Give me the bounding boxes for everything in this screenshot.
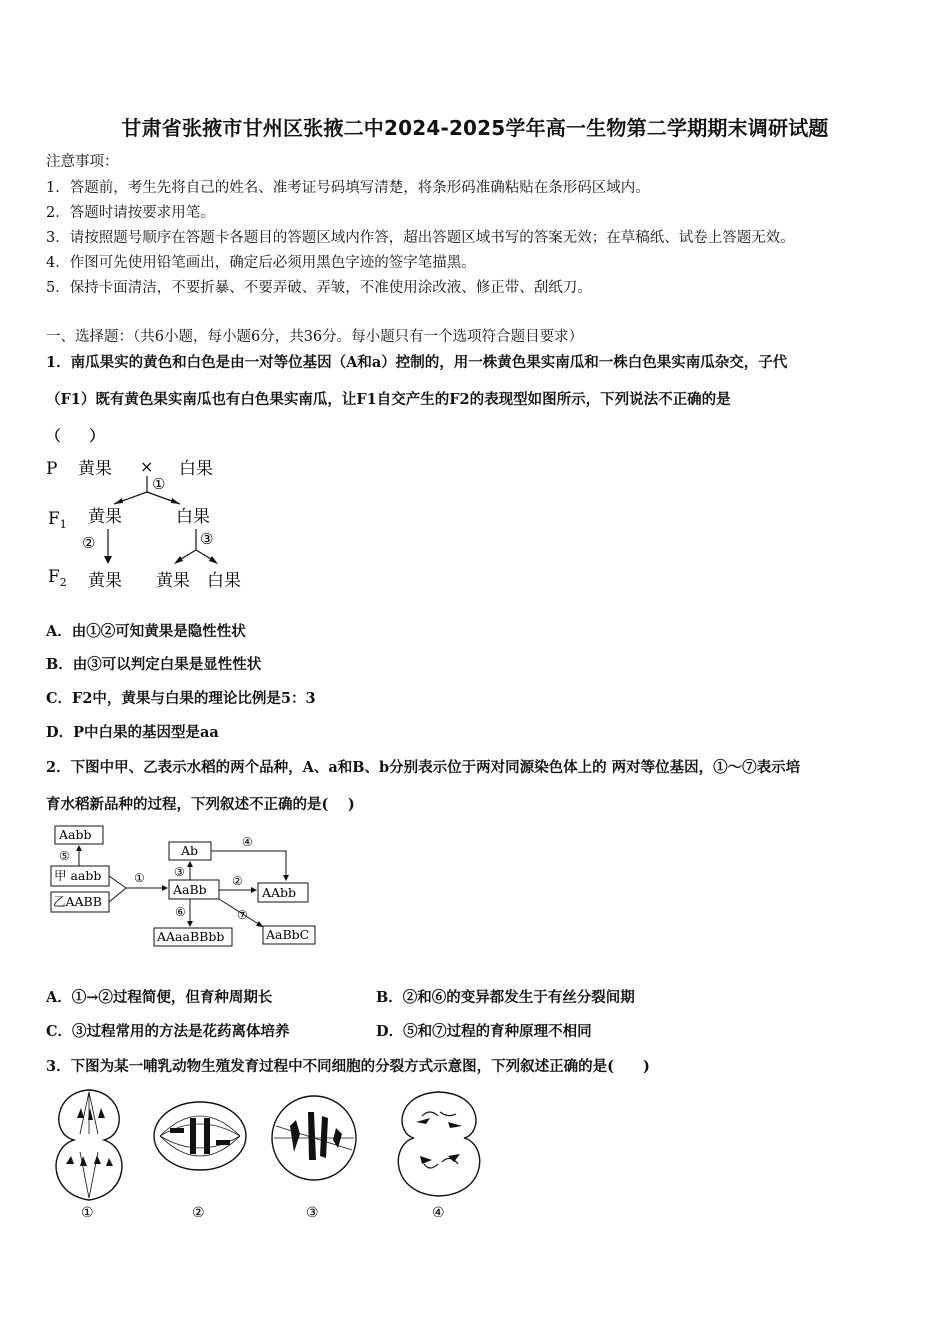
- step-4-label: ④: [242, 835, 253, 849]
- question-3-diagram: [44, 1082, 494, 1227]
- box-label: 甲 aabb: [54, 868, 102, 883]
- q2-option-a[interactable]: A．①→②过程简便，但育种周期长: [46, 989, 273, 1006]
- box-label: Ab: [181, 843, 199, 858]
- q2-option-d[interactable]: D．⑤和⑦过程的育种原理不相同: [376, 1023, 592, 1040]
- box-label: 乙AABB: [53, 894, 102, 909]
- q2-option-b[interactable]: B．②和⑥的变异都发生于有丝分裂间期: [376, 989, 635, 1006]
- f2-label: $F_2$: [48, 567, 67, 589]
- box-label: AAaaBBbb: [157, 929, 225, 944]
- cell-1: [56, 1090, 122, 1200]
- step-3-label: ③: [200, 530, 214, 548]
- arrow-head: [114, 498, 123, 504]
- cell-label: ③: [306, 1205, 319, 1221]
- box-label: Aabb: [59, 827, 92, 842]
- arrow-head: [104, 556, 112, 564]
- p-label: P: [46, 459, 58, 479]
- arrow-head: [162, 885, 168, 891]
- cell-2: [154, 1102, 246, 1170]
- cross-symbol: ×: [140, 457, 154, 476]
- arrow-head: [76, 845, 82, 851]
- arrow-head: [209, 556, 218, 564]
- cell-4: [398, 1092, 479, 1196]
- notice-item: 5．保持卡面清洁，不要折暴、不要弄破、弄皱，不准使用涂改液、修正带、刮纸刀。: [46, 280, 592, 296]
- arrow-head: [256, 921, 263, 927]
- question-3-stem: 3．下图为某一哺乳动物生殖发育过程中不同细胞的分裂方式示意图，下列叙述正确的是( ): [46, 1058, 650, 1075]
- p-yellow: 黄果: [78, 459, 112, 479]
- q1-option-c[interactable]: C．F2中，黄果与白果的理论比例是5：3: [46, 690, 316, 707]
- p-white: 白果: [179, 459, 213, 479]
- f2-white: 白果: [207, 571, 241, 591]
- notice-item: 1．答题前，考生先将自己的姓名、准考证号码填写清楚，将条形码准确粘贴在条形码区域内。: [46, 180, 650, 196]
- step-5-label: ⑤: [59, 849, 70, 863]
- merge-lines: [109, 876, 126, 902]
- question-1-stem: 1．南瓜果实的黄色和白色是由一对等位基因（A和a）控制的，用一株黄色果实南瓜和一株白色果实南瓜杂交，子代: [46, 354, 788, 371]
- step-7-label: ⑦: [237, 908, 248, 922]
- arrow-head: [171, 498, 180, 504]
- arrow-head: [251, 887, 257, 893]
- q1-option-d[interactable]: D．P中白果的基因型是aa: [46, 724, 219, 741]
- step-2-label: ②: [82, 534, 96, 552]
- question-2-diagram: [46, 822, 322, 950]
- question-2-stem: 育水稻新品种的过程，下列叙述不正确的是( ): [46, 796, 355, 813]
- q1-option-b[interactable]: B．由③可以判定白果是显性性状: [46, 656, 262, 673]
- question-2-stem: 2．下图中甲、乙表示水稻的两个品种，A、a和B、b分别表示位于两对同源染色体上的 两对等位基因，①～⑦表示培: [46, 759, 801, 776]
- f1-label: $F_1$: [48, 509, 67, 531]
- f1-white: 白果: [176, 507, 210, 527]
- step-6-label: ⑥: [175, 905, 186, 919]
- arrow-head: [283, 875, 289, 881]
- cell-label: ②: [192, 1205, 205, 1221]
- cell-label: ④: [432, 1205, 445, 1221]
- section-heading: 一、选择题：（共6小题，每小题6分，共36分。每小题只有一个选项符合题目要求）: [46, 329, 584, 345]
- arrow-head: [187, 861, 193, 867]
- box-label: AaBb: [173, 882, 207, 897]
- step-2-label: ②: [232, 874, 243, 888]
- f2-yellow: 黄果: [156, 571, 190, 591]
- arrow-line: [211, 851, 286, 878]
- arrow-head: [174, 556, 183, 564]
- question-1-stem: （F1）既有黄色果实南瓜也有白色果实南瓜，让F1自交产生的F2的表现型如图所示，下列说法不正确的是: [46, 391, 731, 408]
- f2-yellow: 黄果: [88, 571, 122, 591]
- notice-item: 3．请按照题号顺序在答题卡各题目的答题区域内作答，超出答题区域书写的答案无效；在草稿纸、试卷上答题无效。: [46, 230, 795, 246]
- question-1-diagram: [44, 452, 259, 597]
- box-label: AAbb: [262, 885, 297, 900]
- arrow-head: [187, 921, 193, 927]
- box-label: AaBbC: [266, 927, 310, 942]
- f1-yellow: 黄果: [88, 507, 122, 527]
- notice-heading: 注意事项：: [46, 154, 119, 170]
- step-1-label: ①: [152, 475, 166, 493]
- notice-item: 4．作图可先使用铅笔画出，确定后必须用黑色字迹的签字笔描黑。: [46, 255, 476, 271]
- step-3-label: ③: [174, 865, 185, 879]
- q2-option-c[interactable]: C．③过程常用的方法是花药离体培养: [46, 1023, 290, 1040]
- cell-3: [272, 1096, 356, 1180]
- question-1-stem: （ ）: [46, 428, 104, 445]
- page-title: 甘肃省张掖市甘州区张掖二中2024-2025学年高一生物第二学期期末调研试题: [121, 116, 829, 140]
- step-1-label: ①: [134, 871, 145, 885]
- notice-item: 2．答题时请按要求用笔。: [46, 205, 215, 221]
- cell-label: ①: [81, 1205, 94, 1221]
- q1-option-a[interactable]: A．由①②可知黄果是隐性性状: [46, 623, 246, 640]
